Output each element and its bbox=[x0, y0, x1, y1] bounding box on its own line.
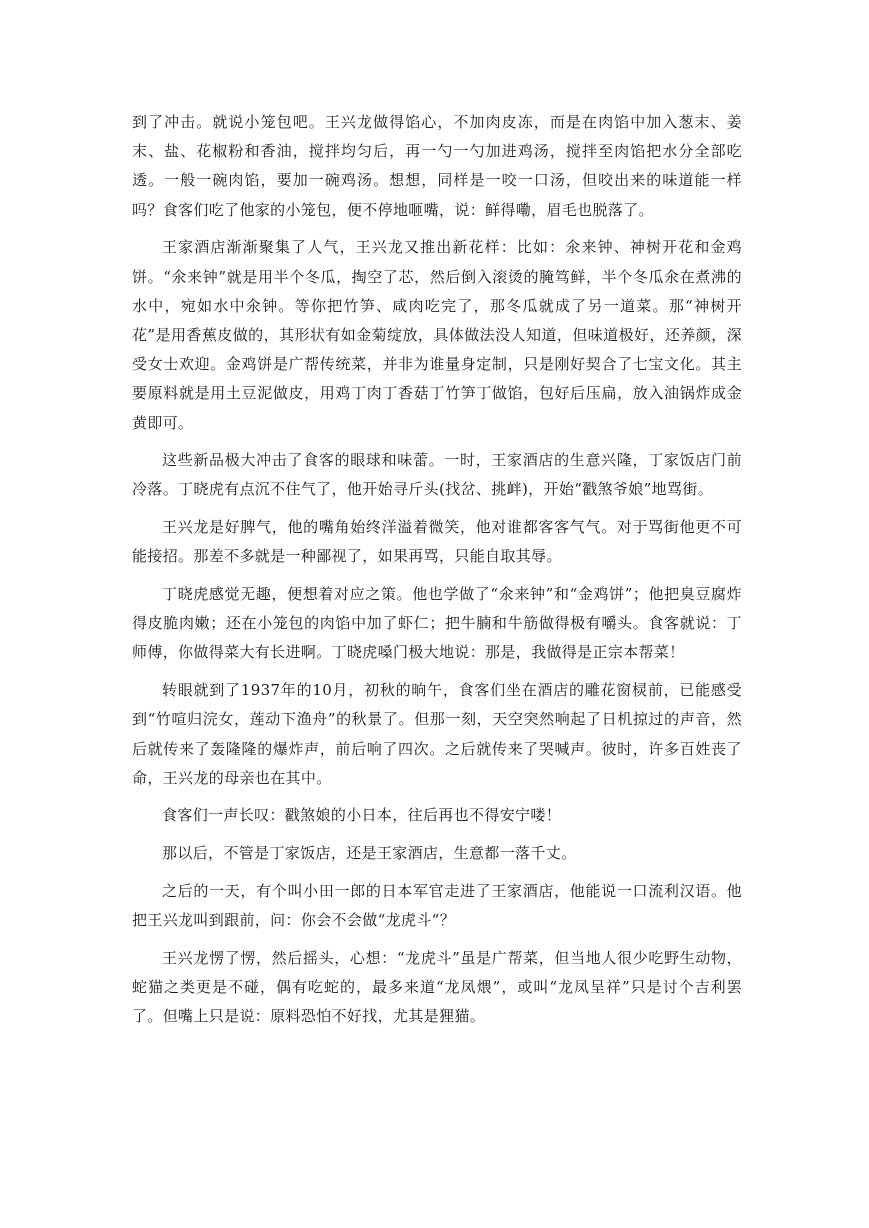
paragraph-4: 王兴龙是好脾气，他的嘴角始终洋溢着微笑，他对谁都客客气气。对于骂街他更不可能接招。那差不多就是一种鄙视了，如果再骂，只能自取其辱。 bbox=[132, 518, 742, 566]
paragraph-2: 王家酒店渐渐聚集了人气，王兴龙又推出新花样：比如：氽来钟、神树开花和金鸡饼。“氽来钟”就是用半个冬瓜，掏空了芯，然后倒入滚烫的腌笃鲜，半个冬瓜氽在煮沸的水中，宛如水中氽钟。等你把竹笋、咸肉吃完了，那冬瓜就成了另一道菜。那“神树开花”是用香蕉皮做的，其形状有如金菊绽放，具体做法没人知道，但味道极好，还养颜，深受女士欢迎。金鸡饼是广帮传统菜，并非为谁量身定制，只是刚好契合了七宝文化。其主要原料就是用土豆泥做皮，用鸡丁肉丁香菇丁竹笋丁做馅，包好后压扁，放入油锅炸成金黄即可。 bbox=[132, 238, 742, 432]
paragraph-6: 转眼就到了1937年的10月，初秋的晌午，食客们坐在酒店的雕花窗棂前，已能感受到“竹喧归浣女，莲动下渔舟”的秋景了。但那一刻，天空突然响起了日机掠过的声音，然后就传来了轰隆隆的爆炸声，前后响了四次。之后就传来了哭喊声。彼时，许多百姓丧了命，王兴龙的母亲也在其中。 bbox=[132, 681, 742, 787]
paragraph-1: 到了冲击。就说小笼包吧。王兴龙做得馅心，不加肉皮冻，而是在肉馅中加入葱末、姜末、盐、花椒粉和香油，搅拌均匀后，再一勺一勺加进鸡汤，搅拌至肉馅把水分全部吃透。一般一碗肉馅，要加一碗鸡汤。想想，同样是一咬一口汤，但咬出来的味道能一样吗？食客们吃了他家的小笼包，便不停地咂嘴，说：鲜得嘞，眉毛也脱落了。 bbox=[132, 113, 742, 219]
article-body bbox=[132, 108, 742, 1040]
paragraph-3: 这些新品极大冲击了食客的眼球和味蕾。一时，王家酒店的生意兴隆，丁家饭店门前冷落。丁晓虎有点沉不住气了，他开始寻斤头(找岔、挑衅)，开始“戳煞爷娘”地骂街。 bbox=[132, 451, 742, 499]
paragraph-5: 丁晓虎感觉无趣，便想着对应之策。他也学做了“氽来钟”和“金鸡饼”；他把臭豆腐炸得皮脆肉嫩；还在小笼包的肉馅中加了虾仁；把牛腩和牛筋做得极有嚼头。食客就说：丁师傅，你做得菜大有长进啊。丁晓虎嗓门极大地说：那是，我做得是正宗本帮菜！ bbox=[132, 585, 742, 662]
paragraph-8: 那以后，不管是丁家饭店，还是王家酒店，生意都一落千丈。 bbox=[162, 844, 577, 863]
paragraph-10: 王兴龙愣了愣，然后摇头，心想：“龙虎斗”虽是广帮菜，但当地人很少吃野生动物，蛇猫之类更是不碰，偶有吃蛇的，最多来道“龙凤煨”，或叫“龙凤呈祥”只是讨个吉利罢了。但嘴上只是说：原料恐怕不好找，尤其是狸猫。 bbox=[132, 948, 742, 1026]
paragraph-9: 之后的一天，有个叫小田一郎的日本军官走进了王家酒店，他能说一口流利汉语。他把王兴龙叫到跟前，问：你会不会做“龙虎斗“？ bbox=[132, 881, 742, 930]
paragraph-7: 食客们一声长叹：戳煞娘的小日本，往后再也不得安宁喽！ bbox=[162, 806, 562, 825]
